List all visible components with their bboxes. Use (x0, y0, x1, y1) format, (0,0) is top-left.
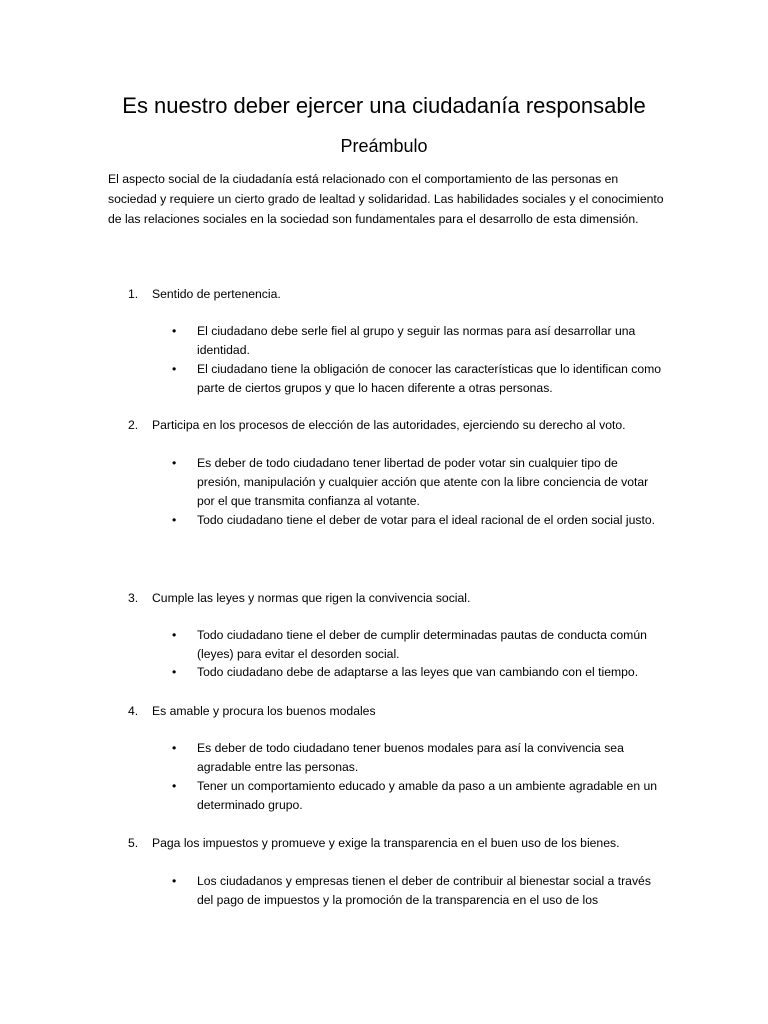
bullet-icon: • (172, 665, 177, 679)
bullet-item: El ciudadano debe serle fiel al grupo y seguir las normas para así desarrollar una identidad. (197, 324, 636, 357)
bullet-item: Todo ciudadano tiene el deber de cumplir determinadas pautas de conducta común (leyes) para evitar el desorden social. (197, 628, 647, 661)
bullet-item: Tener un comportamiento educado y amable da paso a un ambiente agradable en un determinado grupo. (197, 779, 658, 812)
document-title: Es nuestro deber ejercer una ciudadanía responsable (122, 93, 646, 118)
bullet-icon: • (172, 324, 177, 338)
bullet-icon: • (172, 456, 177, 470)
bullet-item: El ciudadano tiene la obligación de conocer las características que lo identifican como parte de ciertos grupos y que lo hacen diferente a otras personas. (197, 362, 662, 395)
bullet-icon: • (172, 741, 177, 755)
section-number: 1. (128, 287, 139, 301)
bullet-item: Es deber de todo ciudadano tener buenos modales para así la convivencia sea agradable entre las personas. (197, 741, 624, 774)
bullet-item: Todo ciudadano tiene el deber de votar para el ideal racional de el orden social justo. (197, 513, 656, 527)
section-number: 5. (128, 836, 139, 850)
document-subtitle: Preámbulo (340, 136, 428, 156)
section-heading: Es amable y procura los buenos modales (152, 704, 376, 718)
bullet-icon: • (172, 362, 177, 376)
bullet-icon: • (172, 874, 177, 888)
section-heading: Cumple las leyes y normas que rigen la convivencia social. (152, 591, 471, 605)
section-heading: Sentido de pertenencia. (152, 287, 281, 301)
bullet-icon: • (172, 628, 177, 642)
bullet-item: Es deber de todo ciudadano tener libertad de poder votar sin cualquier tipo de presión, manipulación y cualquier acción que atente con la libre conciencia de votar por el que transmita confianza al votante. (197, 456, 649, 508)
bullet-item: Los ciudadanos y empresas tienen el deber de contribuir al bienestar social a través del pago de impuestos y la promoción de la transparencia en el uso de los (197, 874, 651, 907)
section-heading: Paga los impuestos y promueve y exige la transparencia en el buen uso de los bienes. (152, 836, 620, 850)
bullet-icon: • (172, 779, 177, 793)
section-number: 3. (128, 591, 139, 605)
section-number: 2. (128, 418, 139, 432)
intro-paragraph: El aspecto social de la ciudadanía está relacionado con el comportamiento de las personas en sociedad y requiere un cierto grado de lealtad y solidaridad. Las habilidades sociales y el conocimiento de las relaciones sociales en la sociedad son fundamentales para el desarrollo de esta dimensión. (108, 172, 664, 227)
section-number: 4. (128, 704, 139, 718)
section-heading: Participa en los procesos de elección de las autoridades, ejerciendo su derecho al voto. (152, 418, 626, 432)
bullet-item: Todo ciudadano debe de adaptarse a las leyes que van cambiando con el tiempo. (197, 665, 639, 679)
bullet-icon: • (172, 513, 177, 527)
